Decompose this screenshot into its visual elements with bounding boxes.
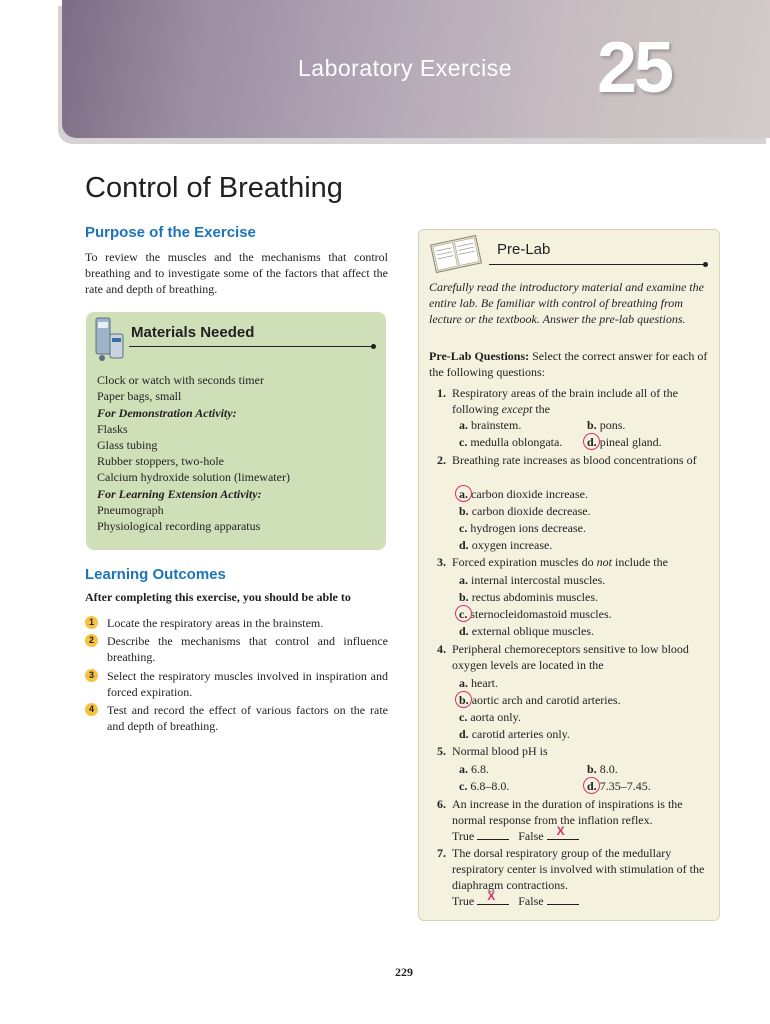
outcome-number: 3: [85, 669, 98, 682]
answer-option[interactable]: b. rectus abdominis muscles.: [459, 590, 598, 604]
page-number: 229: [395, 965, 413, 979]
prelab-heading: Pre-Lab: [497, 241, 551, 258]
answer-option[interactable]: c. medulla oblongata.: [459, 435, 563, 449]
prelab-rule-dot: [703, 262, 708, 267]
false-blank[interactable]: [547, 893, 579, 905]
purpose-heading: Purpose of the Exercise: [85, 224, 256, 241]
demo-subheading: For Demonstration Activity:: [97, 406, 237, 420]
true-blank[interactable]: [477, 828, 509, 840]
answer-option[interactable]: a. heart.: [459, 676, 498, 690]
answer-option-selected[interactable]: b. aortic arch and carotid arteries.: [459, 693, 621, 707]
answer-option[interactable]: b. 8.0.: [587, 762, 618, 776]
exercise-number: 25: [597, 28, 672, 108]
outcome-item: [85, 668, 388, 700]
answer-mark: X: [487, 889, 496, 903]
answer-option[interactable]: a. internal intercostal muscles.: [459, 573, 606, 587]
chapter-banner: [62, 0, 770, 138]
answer-option-selected[interactable]: d. pineal gland.: [587, 435, 662, 449]
question-3: 3. Forced expiration muscles do not include the: [437, 555, 668, 569]
outcome-text: Select the respiratory muscles involved in inspiration and forced expiration.: [107, 669, 388, 699]
purpose-text: To review the muscles and the mechanisms that control breathing and to investigate some of the factors that affect the rate and depth of breathing.: [85, 250, 388, 296]
prelab-box: [418, 229, 720, 921]
question-1: 1. Respiratory areas of the brain include all of the following except the: [437, 386, 678, 416]
false-blank[interactable]: [547, 824, 579, 840]
true-false-answer: True False X: [452, 828, 579, 844]
outcome-number: 4: [85, 703, 98, 716]
material-item: Glass tubing: [97, 438, 158, 452]
material-item: Clock or watch with seconds timer: [97, 373, 264, 387]
lab-equipment-icon: [92, 314, 126, 362]
outcome-item: [85, 702, 388, 734]
extension-subheading: For Learning Extension Activity:: [97, 487, 262, 501]
true-false-answer: True X False: [452, 893, 579, 909]
materials-box: [86, 312, 386, 550]
material-item: Pneumograph: [97, 503, 164, 517]
materials-list: [97, 372, 290, 534]
question-4: 4. Peripheral chemoreceptors sensitive to low blood oxygen levels are located in the: [437, 642, 689, 672]
question-2: 2. Breathing rate increases as blood concentrations of: [437, 453, 697, 467]
question-6: 6. An increase in the duration of inspirations is the normal response from the inflation reflex.: [437, 797, 683, 827]
outcome-item: [85, 615, 388, 631]
outcomes-intro: After completing this exercise, you should be able to: [85, 590, 351, 604]
outcome-text: Locate the respiratory areas in the brainstem.: [107, 616, 324, 630]
outcome-item: [85, 633, 388, 665]
material-item: Paper bags, small: [97, 389, 182, 403]
material-item: Physiological recording apparatus: [97, 519, 261, 533]
materials-rule-dot: [371, 344, 376, 349]
true-blank[interactable]: [477, 889, 509, 905]
answer-option-selected[interactable]: d. 7.35–7.45.: [587, 779, 651, 793]
notebook-icon: [425, 232, 487, 276]
prelab-rule: [489, 264, 705, 265]
answer-option[interactable]: a. brainstem.: [459, 418, 522, 432]
answer-option[interactable]: a. 6.8.: [459, 762, 489, 776]
answer-mark: X: [556, 824, 565, 838]
answer-option-selected[interactable]: a. carbon dioxide increase.: [459, 487, 588, 501]
material-item: Rubber stoppers, two-hole: [97, 454, 224, 468]
prelab-questions-label: Pre-Lab Questions: Select the correct answer for each of the following questions:: [429, 349, 708, 379]
prelab-intro: Carefully read the introductory material and examine the entire lab. Be familiar with control of breathing from lecture or the textbook. Answer the pre-lab questions.: [429, 280, 704, 326]
answer-option[interactable]: d. external oblique muscles.: [459, 624, 594, 638]
materials-heading: Materials Needed: [131, 324, 255, 341]
outcome-number: 2: [85, 634, 98, 647]
answer-option-selected[interactable]: c. sternocleidomastoid muscles.: [459, 607, 612, 621]
material-item: Flasks: [97, 422, 128, 436]
outcomes-heading: Learning Outcomes: [85, 566, 226, 583]
answer-option[interactable]: d. carotid arteries only.: [459, 727, 570, 741]
answer-option[interactable]: b. carbon dioxide decrease.: [459, 504, 591, 518]
material-item: Calcium hydroxide solution (limewater): [97, 470, 290, 484]
materials-rule: [129, 346, 373, 347]
question-5: 5. Normal blood pH is: [437, 744, 548, 758]
outcome-text: Describe the mechanisms that control and influence breathing.: [107, 634, 388, 664]
outcome-text: Test and record the effect of various factors on the rate and depth of breathing.: [107, 703, 388, 733]
answer-option[interactable]: c. hydrogen ions decrease.: [459, 521, 586, 535]
answer-option[interactable]: b. pons.: [587, 418, 626, 432]
outcome-number: 1: [85, 616, 98, 629]
banner-label: Laboratory Exercise: [298, 55, 513, 81]
answer-option[interactable]: c. aorta only.: [459, 710, 521, 724]
page-title: Control of Breathing: [85, 172, 343, 204]
question-7: 7. The dorsal respiratory group of the medullary respiratory center is involved with stimulation of the diaphragm contractions.: [437, 846, 705, 892]
answer-option[interactable]: d. oxygen increase.: [459, 538, 553, 552]
answer-option[interactable]: c. 6.8–8.0.: [459, 779, 510, 793]
